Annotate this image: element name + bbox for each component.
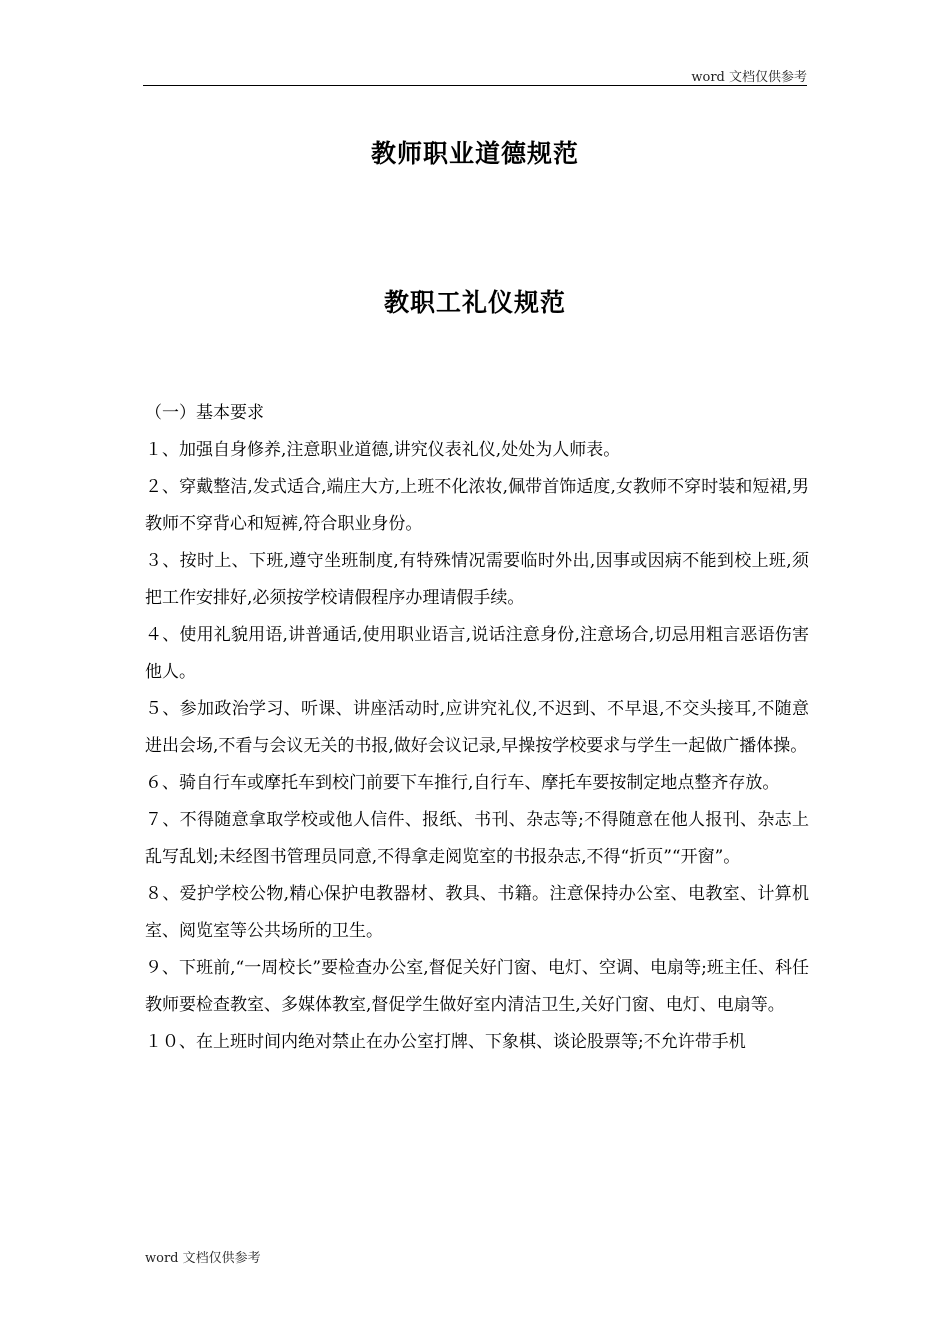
rule-paragraph-6: ６、骑自行车或摩托车到校门前要下车推行,自行车、摩托车要按制定地点整齐存放。	[145, 773, 780, 793]
rule-paragraph-8: ８、爱护学校公物,精心保护电教器材、教具、书籍。注意保持办公室、电教室、计算机室、阅览室等公共场所的卫生。	[145, 884, 809, 941]
section-title: 教职工礼仪规范	[383, 288, 566, 317]
rule-paragraph-9: ９、下班前,“一周校长”要检查办公室,督促关好门窗、电灯、空调、电扇等;班主任、科任教师要检查教室、多媒体教室,督促学生做好室内清洁卫生,关好门窗、电灯、电扇等。	[145, 958, 809, 1015]
rule-paragraph-2: ２、穿戴整洁,发式适合,端庄大方,上班不化浓妆,佩带首饰适度,女教师不穿时装和短裙,男教师不穿背心和短裤,符合职业身份。	[145, 477, 809, 534]
rule-paragraph-3: ３、按时上、下班,遵守坐班制度,有特殊情况需要临时外出,因事或因病不能到校上班,须把工作安排好,必须按学校请假程序办理请假手续。	[145, 551, 809, 608]
page-footer-text: word 文档仅供参考	[145, 1251, 261, 1266]
document-title: 教师职业道德规范	[370, 139, 579, 168]
rule-paragraph-4: ４、使用礼貌用语,讲普通话,使用职业语言,说话注意身份,注意场合,切忌用粗言恶语伤害他人。	[145, 625, 809, 682]
document-body	[145, 395, 809, 1061]
page-header-text: word 文档仅供参考	[691, 70, 807, 85]
header-divider	[143, 85, 807, 86]
rule-paragraph-1: １、加强自身修养,注意职业道德,讲究仪表礼仪,处处为人师表。	[145, 440, 621, 460]
rule-paragraph-5: ５、参加政治学习、听课、讲座活动时,应讲究礼仪,不迟到、不早退,不交头接耳,不随意进出会场,不看与会议无关的书报,做好会议记录,早操按学校要求与学生一起做广播体操。	[145, 699, 809, 756]
rule-paragraph-7: ７、不得随意拿取学校或他人信件、报纸、书刊、杂志等;不得随意在他人报刊、杂志上乱写乱划;未经图书管理员同意,不得拿走阅览室的书报杂志,不得“折页”“开窗”。	[145, 810, 809, 867]
rule-paragraph-10: １０、在上班时间内绝对禁止在办公室打牌、下象棋、谈论股票等;不允许带手机	[145, 1032, 746, 1052]
subheading: （一）基本要求	[145, 403, 264, 423]
